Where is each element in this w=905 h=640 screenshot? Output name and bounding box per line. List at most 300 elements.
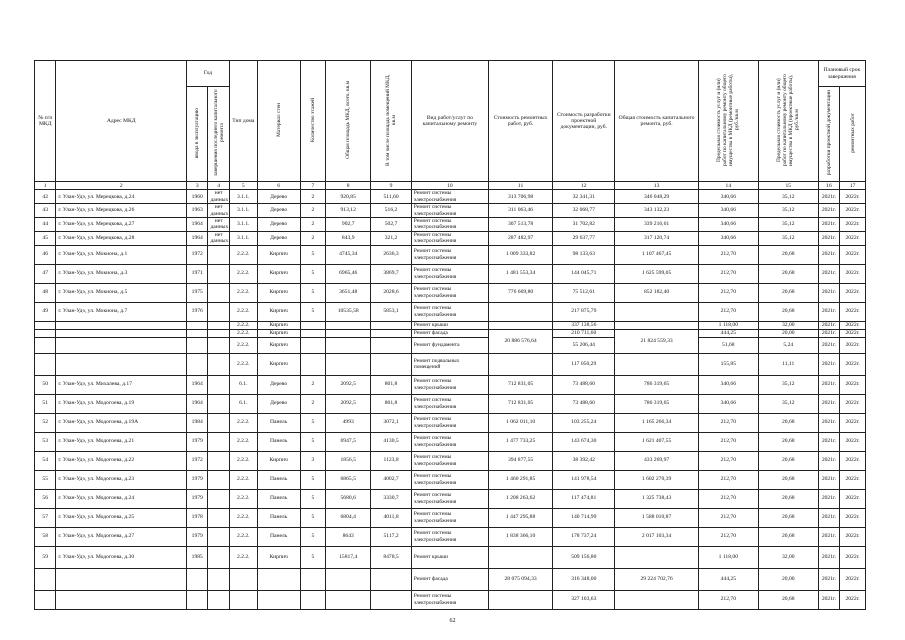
- cell-year-last-repair: нет данных: [208, 231, 229, 245]
- cell-cost-total: 317 120,74: [615, 231, 699, 245]
- cell-address: г. Улан-Удэ, ул. Модогоева, д.27: [56, 527, 187, 546]
- cell-limit-repair: 212,70: [698, 527, 758, 546]
- cell-address: г. Улан-Удэ, ул. Мерецкова, д.24: [56, 190, 187, 204]
- cell-deadline-repair: 2022г.: [840, 568, 866, 590]
- cell-cost-design: 337 138,56: [553, 321, 615, 329]
- cell-floors: 5: [300, 302, 326, 321]
- cell-year-last-repair: [208, 546, 229, 568]
- cell-limit-design: 20,68: [758, 470, 818, 489]
- cell-work-type: Ремонт системы электроснабжения: [411, 218, 488, 232]
- table-row: [35, 527, 866, 546]
- cell-limit-repair: 155,85: [698, 353, 758, 375]
- col-num: 12: [553, 182, 615, 190]
- cell-work-type: Ремонт фундамента: [411, 337, 488, 353]
- table-row: [35, 451, 866, 470]
- table-row: [35, 432, 866, 451]
- cell-number: 52: [35, 413, 56, 432]
- cell-deadline-repair: 2022г.: [840, 546, 866, 568]
- cell-deadline-repair: 2022г.: [840, 470, 866, 489]
- cell-number: 50: [35, 375, 56, 394]
- header-address: Адрес МКД: [56, 61, 187, 182]
- cell-number: 43: [35, 204, 56, 218]
- cell-year-last-repair: [208, 451, 229, 470]
- cell-house-type: 2.2.2.: [229, 337, 257, 353]
- cell-year-commission: 1975: [187, 283, 208, 302]
- cell-floors: 5: [300, 508, 326, 527]
- cell-number: 47: [35, 264, 56, 283]
- cell-area-premises: 516,2: [371, 204, 412, 218]
- cell-number: 59: [35, 546, 56, 568]
- header-number: № п/п МКД: [35, 61, 56, 182]
- header-wall-text: Материал стен: [275, 103, 282, 137]
- cell-cost-repair: 28 075 094,33: [488, 568, 552, 590]
- cell-limit-design: 20,68: [758, 489, 818, 508]
- cell-number: 58: [35, 527, 56, 546]
- cell-work-type: Ремонт системы электроснабжения: [411, 489, 488, 508]
- cell-house-type: 2.2.2.: [229, 353, 257, 375]
- cell-wall: Панель: [257, 508, 300, 527]
- col-num: 2: [56, 182, 187, 190]
- table-row: [35, 231, 866, 245]
- cell-cost-repair: 712 831,05: [488, 394, 552, 413]
- cell-cost-design: 75 512,61: [553, 283, 615, 302]
- cell-cost-design: 178 737,24: [553, 527, 615, 546]
- table-row: [35, 218, 866, 232]
- cell-address: г. Улан-Удэ, ул. Модогоева, д.19: [56, 394, 187, 413]
- cell-area-total: 920,85: [326, 190, 371, 204]
- column-number-row: [35, 182, 866, 190]
- page-number: 62: [449, 618, 456, 624]
- cell-year-last-repair: [208, 470, 229, 489]
- header-year-last-repair: [208, 87, 229, 182]
- cell-work-type: Ремонт системы электроснабжения: [411, 302, 488, 321]
- cell-work-type: Ремонт системы электроснабжения: [411, 451, 488, 470]
- cell-cost-design: 98 133,63: [553, 245, 615, 264]
- cell-floors: 3: [300, 451, 326, 470]
- cell-area-premises: 2636,3: [371, 245, 412, 264]
- cell-house-type: 2.2.2.: [229, 321, 257, 329]
- cell-area-premises: 4002,7: [371, 470, 412, 489]
- header-year-commission-text: ввода в эксплуатацию: [194, 107, 201, 159]
- cell-area-premises: 502,7: [371, 218, 412, 232]
- cell-house-type: 2.2.2.: [229, 432, 257, 451]
- cell-deadline-repair: 2022г.: [840, 218, 866, 232]
- cell-deadline-repair: 2022г.: [840, 527, 866, 546]
- cell-limit-design: 20,00: [758, 329, 818, 337]
- cell-limit-repair: 340,66: [698, 204, 758, 218]
- cell-address: г. Улан-Удэ, ул. Модогоева, д.25: [56, 508, 187, 527]
- cell-area-total: 4745,34: [326, 245, 371, 264]
- cell-limit-repair: 212,70: [698, 264, 758, 283]
- table-row: [35, 508, 866, 527]
- table-row: [35, 321, 866, 329]
- cell-house-type: 2.2.2.: [229, 413, 257, 432]
- cell-deadline-design: 2021г.: [818, 231, 839, 245]
- cell-cost-design: 103 255,24: [553, 413, 615, 432]
- cell-cost-design: 327 103,63: [553, 590, 615, 609]
- cell-floors: 5: [300, 489, 326, 508]
- cell-deadline-design: 2021г.: [818, 283, 839, 302]
- cell-cost-total: 1 621 407,55: [615, 432, 699, 451]
- cell-year-last-repair: нет данных: [208, 218, 229, 232]
- cell-limit-repair: 212,70: [698, 302, 758, 321]
- cell-area-total: 4993: [326, 413, 371, 432]
- cell-year-commission: 1964: [187, 218, 208, 232]
- cell-area-premises: 2028,6: [371, 283, 412, 302]
- cell-limit-design: 5,24: [758, 337, 818, 353]
- cell-cost-total: 1 107 467,45: [615, 245, 699, 264]
- cell-house-type: 2.2.2.: [229, 302, 257, 321]
- cell-cost-design: 29 637,77: [553, 231, 615, 245]
- col-num: 5: [229, 182, 257, 190]
- cell-number: 55: [35, 470, 56, 489]
- cell-address: г. Улан-Удэ, ул. Мерецкова, д.26: [56, 204, 187, 218]
- cell-cost-repair: 20 886 576,64: [488, 329, 552, 353]
- cell-limit-repair: 1 118,00: [698, 546, 758, 568]
- cell-floors: 2: [300, 375, 326, 394]
- cell-house-type: 2.2.2.: [229, 451, 257, 470]
- header-limit-repair: [698, 61, 758, 182]
- cell-limit-design: 35,12: [758, 394, 818, 413]
- cell-year-commission: 1963: [187, 204, 208, 218]
- cell-wall: Панель: [257, 432, 300, 451]
- cell-floors: 2: [300, 204, 326, 218]
- cell-year-last-repair: нет данных: [208, 204, 229, 218]
- cell-number: 57: [35, 508, 56, 527]
- cell-cost-design: 140 714,99: [553, 508, 615, 527]
- cell-limit-repair: 444,25: [698, 568, 758, 590]
- cell-house-type: 2.2.2.: [229, 245, 257, 264]
- cell-cost-total: 339 216,61: [615, 218, 699, 232]
- cell-house-type: 2.2.2.: [229, 489, 257, 508]
- cell-deadline-repair: 2022г.: [840, 302, 866, 321]
- cell-deadline-design: 2021г.: [818, 508, 839, 527]
- cell-limit-design: 20,68: [758, 527, 818, 546]
- header-area-premises-text: В том числе площадь помещений МКД, кв.м: [385, 74, 398, 166]
- cell-year-commission: 1978: [187, 508, 208, 527]
- cell-wall: Кирпич: [257, 451, 300, 470]
- cell-deadline-repair: 2022г.: [840, 337, 866, 353]
- cell-cost-total: 433 269,97: [615, 451, 699, 470]
- cell-limit-design: 20,68: [758, 451, 818, 470]
- cell-cost-repair: 311 063,46: [488, 204, 552, 218]
- cell-work-type: Ремонт системы электроснабжения: [411, 527, 488, 546]
- cell-work-type: Ремонт подвальных помещений: [411, 353, 488, 375]
- cell-wall: Кирпич: [257, 321, 300, 329]
- cell-area-total: 1856,5: [326, 451, 371, 470]
- cell-wall: Кирпич: [257, 329, 300, 337]
- cell-house-type: 2.2.2.: [229, 527, 257, 546]
- cell-year-last-repair: [208, 394, 229, 413]
- cell-deadline-design: 2021г.: [818, 337, 839, 353]
- cell-work-type: Ремонт системы электроснабжения: [411, 508, 488, 527]
- table-row: [35, 283, 866, 302]
- header-limit-design-text: Предельная стоимость услуг и (или) работ по капитальному ремонту общего имущества в МКД (проектные работы), руб./кв.м: [776, 74, 801, 166]
- cell-cost-repair: 307 513,78: [488, 218, 552, 232]
- header-area-total-text: Общая площадь МКД, всего, кв.м: [345, 81, 352, 159]
- cell-limit-design: 20,68: [758, 432, 818, 451]
- table-row: [35, 546, 866, 568]
- table-row: [35, 489, 866, 508]
- cell-area-total: 6865,5: [326, 470, 371, 489]
- table-row: [35, 302, 866, 321]
- cell-year-commission: 1972: [187, 451, 208, 470]
- cell-area-premises: 801,8: [371, 394, 412, 413]
- cell-year-commission: 1964: [187, 375, 208, 394]
- col-num: 15: [758, 182, 818, 190]
- cell-cost-total: 1 625 599,05: [615, 264, 699, 283]
- cell-deadline-repair: 2022г.: [840, 432, 866, 451]
- cell-number: 51: [35, 394, 56, 413]
- cell-area-premises: 4011,8: [371, 508, 412, 527]
- cell-year-last-repair: [208, 302, 229, 321]
- cell-deadline-repair: 2022г.: [840, 508, 866, 527]
- cell-year-commission: 1979: [187, 489, 208, 508]
- cell-deadline-repair: 2022г.: [840, 353, 866, 375]
- col-num: 17: [840, 182, 866, 190]
- cell-limit-design: 20,68: [758, 413, 818, 432]
- cell-limit-design: 20,68: [758, 508, 818, 527]
- table-row: [35, 568, 866, 590]
- cell-work-type: Ремонт крыши: [411, 321, 488, 329]
- cell-year-commission: 1984: [187, 413, 208, 432]
- table-row: [35, 413, 866, 432]
- cell-address: г. Улан-Удэ, ул. Мокиона, д.1: [56, 245, 187, 264]
- cell-limit-design: 35,12: [758, 375, 818, 394]
- cell-cost-total: 786 319,65: [615, 394, 699, 413]
- cell-floors: 2: [300, 231, 326, 245]
- cell-cost-design: 143 674,30: [553, 432, 615, 451]
- cell-work-type: Ремонт системы электроснабжения: [411, 245, 488, 264]
- cell-deadline-design: 2021г.: [818, 375, 839, 394]
- cell-work-type: Ремонт системы электроснабжения: [411, 204, 488, 218]
- col-num: 3: [187, 182, 208, 190]
- cell-deadline-design: 2021г.: [818, 432, 839, 451]
- cell-year-commission: 1979: [187, 527, 208, 546]
- cell-cost-design: 117 050,29: [553, 353, 615, 375]
- cell-deadline-repair: 2022г.: [840, 264, 866, 283]
- cell-deadline-design: 2021г.: [818, 353, 839, 375]
- cell-address: г. Улан-Удэ, ул. Мокиона, д.7: [56, 302, 187, 321]
- cell-house-type: 2.2.2.: [229, 283, 257, 302]
- cell-deadline-repair: 2022г.: [840, 231, 866, 245]
- cell-year-last-repair: [208, 413, 229, 432]
- cell-house-type: 2.2.2.: [229, 264, 257, 283]
- cell-limit-design: 20,00: [758, 568, 818, 590]
- cell-wall: Дерево: [257, 375, 300, 394]
- cell-cost-repair: 1 447 295,88: [488, 508, 552, 527]
- cell-year-last-repair: [208, 245, 229, 264]
- cell-cost-total: 2 017 103,34: [615, 527, 699, 546]
- cell-address: г. Улан-Удэ, ул. Модогоева, д.22: [56, 451, 187, 470]
- cell-limit-repair: 212,70: [698, 590, 758, 609]
- header-work-type: Вид работ/услуг по капитальному ремонту: [411, 61, 488, 182]
- cell-cost-design: 73 488,60: [553, 394, 615, 413]
- cell-deadline-design: 2021г.: [818, 329, 839, 337]
- capital-repair-table: [34, 60, 866, 610]
- header-cost-design: Стоимость разработки проектной документации, руб.: [553, 61, 615, 182]
- header-floors: [300, 61, 326, 182]
- cell-address: г. Улан-Удэ, ул. Михалева, д.17: [56, 375, 187, 394]
- cell-limit-design: 32,00: [758, 321, 818, 329]
- cell-deadline-repair: 2022г.: [840, 190, 866, 204]
- cell-wall: Панель: [257, 413, 300, 432]
- cell-work-type: Ремонт фасада: [411, 329, 488, 337]
- header-deadline-repair: [840, 87, 866, 182]
- table-row: [35, 245, 866, 264]
- cell-area-total: 902,7: [326, 218, 371, 232]
- cell-cost-total: [615, 302, 699, 321]
- cell-cost-repair: 1 208 263,62: [488, 489, 552, 508]
- cell-address: г. Улан-Удэ, ул. Мокиона, д.3: [56, 264, 187, 283]
- header-deadline-design-text: разработки проектной документации: [825, 90, 832, 176]
- cell-number: 56: [35, 489, 56, 508]
- cell-area-total: 6804,4: [326, 508, 371, 527]
- cell-cost-design: 73 488,60: [553, 375, 615, 394]
- cell-address: г. Улан-Удэ, ул. Модогоева, д.19А: [56, 413, 187, 432]
- cell-deadline-repair: 2022г.: [840, 204, 866, 218]
- cell-wall: Кирпич: [257, 283, 300, 302]
- cell-wall: Кирпич: [257, 264, 300, 283]
- cell-floors: 5: [300, 264, 326, 283]
- table-row: [35, 337, 866, 353]
- cell-year-last-repair: нет данных: [208, 190, 229, 204]
- col-num: 7: [300, 182, 326, 190]
- cell-year-commission: 1964: [187, 231, 208, 245]
- cell-cost-design: 31 702,82: [553, 218, 615, 232]
- cell-number: 54: [35, 451, 56, 470]
- table-row: [35, 190, 866, 204]
- cell-year-last-repair: [208, 489, 229, 508]
- header-year-group: Год: [187, 61, 230, 87]
- cell-area-premises: 5853,1: [371, 302, 412, 321]
- cell-year-last-repair: [208, 527, 229, 546]
- cell-house-type: 2.2.2.: [229, 329, 257, 337]
- cell-address: г. Улан-Удэ, ул. Модогоева, д.30: [56, 546, 187, 568]
- cell-area-premises: 3072,1: [371, 413, 412, 432]
- cell-work-type: Ремонт системы электроснабжения: [411, 413, 488, 432]
- cell-cost-repair: 1 460 291,85: [488, 470, 552, 489]
- cell-cost-design: 217 875,79: [553, 302, 615, 321]
- cell-number: 53: [35, 432, 56, 451]
- cell-year-commission: 1976: [187, 302, 208, 321]
- cell-area-premises: 3330,7: [371, 489, 412, 508]
- col-num: 6: [257, 182, 300, 190]
- cell-area-premises: 801,8: [371, 375, 412, 394]
- cell-wall: Дерево: [257, 218, 300, 232]
- table-row: [35, 264, 866, 283]
- cell-floors: 5: [300, 432, 326, 451]
- cell-area-total: 913,12: [326, 204, 371, 218]
- cell-wall: Дерево: [257, 231, 300, 245]
- cell-work-type: Ремонт фасада: [411, 568, 488, 590]
- cell-number: 48: [35, 283, 56, 302]
- cell-area-premises: 3869,7: [371, 264, 412, 283]
- cell-house-type: 6.1.: [229, 375, 257, 394]
- cell-limit-repair: 1 118,00: [698, 321, 758, 329]
- cell-cost-design: 117 474,81: [553, 489, 615, 508]
- cell-area-premises: 321,2: [371, 231, 412, 245]
- cell-limit-repair: 340,66: [698, 218, 758, 232]
- cell-limit-repair: 212,70: [698, 413, 758, 432]
- cell-deadline-design: 2021г.: [818, 321, 839, 329]
- cell-cost-repair: 776 669,80: [488, 283, 552, 302]
- header-limit-repair-text: Предельная стоимость услуг и (или) работ по капитальному ремонту общего имущества в МКД (ремонтные работы), руб./кв.м: [716, 74, 741, 166]
- header-house-type: Тип дома: [229, 61, 257, 182]
- cell-area-total: 10535,58: [326, 302, 371, 321]
- cell-floors: 2: [300, 190, 326, 204]
- cell-cost-total: 29 224 702,76: [615, 568, 699, 590]
- col-num: 13: [615, 182, 699, 190]
- col-num: 9: [371, 182, 412, 190]
- cell-year-commission: 1985: [187, 546, 208, 568]
- cell-work-type: Ремонт системы электроснабжения: [411, 264, 488, 283]
- header-deadline-design: [818, 87, 839, 182]
- col-num: 8: [326, 182, 371, 190]
- cell-year-last-repair: [208, 283, 229, 302]
- cell-wall: Кирпич: [257, 353, 300, 375]
- cell-cost-design: 144 045,71: [553, 264, 615, 283]
- cell-house-type: 2.2.2.: [229, 508, 257, 527]
- cell-area-premises: 511,60: [371, 190, 412, 204]
- cell-floors: 5: [300, 245, 326, 264]
- cell-deadline-design: 2021г.: [818, 190, 839, 204]
- cell-cost-total: 852 182,40: [615, 283, 699, 302]
- cell-limit-design: 11,11: [758, 353, 818, 375]
- cell-work-type: Ремонт системы электроснабжения: [411, 231, 488, 245]
- cell-limit-design: 20,68: [758, 245, 818, 264]
- cell-limit-repair: 212,70: [698, 245, 758, 264]
- cell-cost-repair: 1 481 553,34: [488, 264, 552, 283]
- cell-limit-design: 35,12: [758, 218, 818, 232]
- cell-deadline-design: 2021г.: [818, 204, 839, 218]
- cell-floors: 5: [300, 283, 326, 302]
- cell-year-commission: 1979: [187, 432, 208, 451]
- cell-deadline-design: 2021г.: [818, 394, 839, 413]
- cell-address: г. Улан-Удэ, ул. Модогоева, д.21: [56, 432, 187, 451]
- cell-cost-design: 141 978,54: [553, 470, 615, 489]
- cell-cost-total: 21 824 559,33: [615, 329, 699, 353]
- cell-limit-repair: 444,25: [698, 329, 758, 337]
- cell-address: г. Улан-Удэ, ул. Мокиона, д.5: [56, 283, 187, 302]
- cell-area-premises: 1123,8: [371, 451, 412, 470]
- cell-cost-total: 786 319,65: [615, 375, 699, 394]
- cell-year-last-repair: [208, 508, 229, 527]
- header-year-commission: [187, 87, 208, 182]
- cell-limit-repair: 340,66: [698, 394, 758, 413]
- table-row: [35, 375, 866, 394]
- cell-deadline-design: 2021г.: [818, 470, 839, 489]
- header-deadline-repair-text: ремонтных работ: [849, 113, 856, 153]
- cell-year-commission: 1971: [187, 264, 208, 283]
- header-wall: [257, 61, 300, 182]
- cell-deadline-design: 2021г.: [818, 264, 839, 283]
- cell-floors: 2: [300, 394, 326, 413]
- cell-address: г. Улан-Удэ, ул. Модогоева, д.24: [56, 489, 187, 508]
- header-cost-repair: Стоимость ремонтных работ, руб.: [488, 61, 552, 182]
- cell-deadline-repair: 2022г.: [840, 394, 866, 413]
- cell-deadline-repair: 2022г.: [840, 329, 866, 337]
- cell-cost-design: 32 068,77: [553, 204, 615, 218]
- cell-area-total: 2092,5: [326, 394, 371, 413]
- cell-deadline-design: 2021г.: [818, 546, 839, 568]
- cell-number: 45: [35, 231, 56, 245]
- cell-deadline-repair: 2022г.: [840, 590, 866, 609]
- cell-year-last-repair: [208, 375, 229, 394]
- cell-wall: Кирпич: [257, 546, 300, 568]
- cell-floors: 5: [300, 527, 326, 546]
- cell-deadline-repair: 2022г.: [840, 413, 866, 432]
